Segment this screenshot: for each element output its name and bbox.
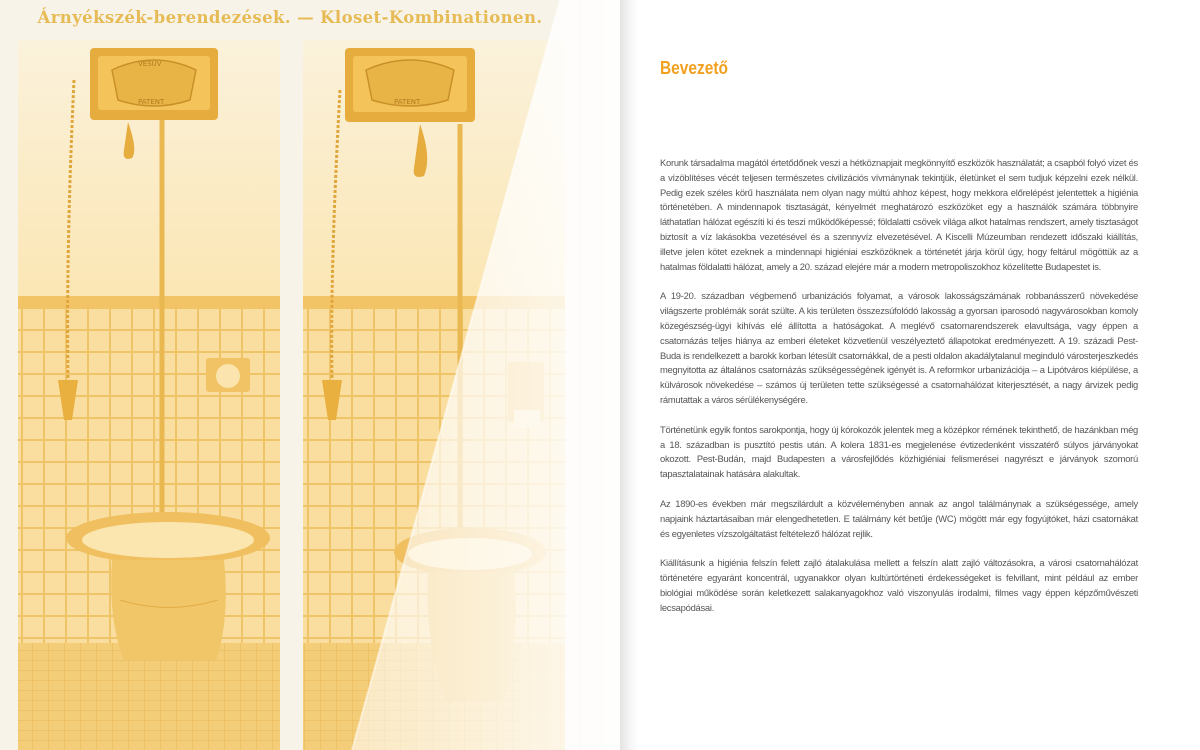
paragraph-1: Korunk társadalma magától értetődőnek veszi a hétköznapjait megkönnyítő eszközök használatát; a csapból folyó vizet és a vízöblítéses vécét teljesen természetes civilizációs vívmánynak tekintjük, életünket el sem tudjuk képzelni ezek nélkül. Pedig ezek széles körű használata nem olyan nagy múltú ahhoz képest, hogy mekkora előrelépést jelentettek a higiénia történetében. A mindennapok tisztaságát, kényelmét meghatározó eszközöket egy a használók számára többnyire láthatatlan hálózat egészíti ki és teszi működőképessé; földalatti csövek világa alkot hatalmas rendszert, amely tisztaságot biztosít a víz lakásokba vezetésével és a szennyvíz elvezetésével. A Kiscelli Múzeumban rendezett időszaki kiállítás, illetve jelen kötet ezeknek a mindennapi higiéniai eszközöknek a történetét járja körül úgy, hogy feltárul mögöttük az a hatalmas földalatti hálózat, amely a 20. század elejére már a modern metropoliszokhoz közelítette Budapestet is. (660, 157, 1138, 272)
paragraph-2: A 19-20. században végbemenő urbanizációs folyamat, a városok lakosságszámának robbanásszerű növekedése világszerte problémák sorát szülte. A kis területen összezsúfolódó lakosság a gyorsan iparosodó nagyvárosokban komoly közegészség-ügyi kihívás elé állította a hatóságokat. A meglévő csatornarendszerek elavultsága, vagy éppen a csatornázás teljes hiánya az emberi életeket közvetlenül veszélyeztető állapotokat eredményezett. A 19. századi Pest-Buda is rendelkezett a barokk korban létesült csatornákkal, de a pesti oldalon akadálytalanul meginduló városterjeszkedés megnyitotta az általános csatornázás szükségességének igényét is. A reformkor urbanizációja – a Lipótváros kiépülése, a külvárosok növekedése – számos új területen tette szükségessé a csatornahálózat kiterjesztését, a nagy árvizek pedig rámutattak a város sérülékenységére. (660, 290, 1138, 405)
svg-text:PATENT: PATENT (138, 98, 165, 106)
svg-text:PATENT: PATENT (394, 98, 421, 106)
paragraph-4: Az 1890-es években már megszilárdult a közvéleményben annak az angol találmánynak a szükségessége, amely napjaink háztartásaiban már elengedhetetlen. E találmány két betűje (WC) mögött már egy fogyújtóket, házi csatornákat és egyenletes vízszolgáltatást feltételező hálózat rejlik. (660, 497, 1138, 539)
left-toilet-paper-holder (206, 358, 250, 392)
section-title: Bevezető (660, 58, 728, 78)
svg-text:VESUV: VESUV (138, 60, 162, 68)
paragraph-5: Kiállításunk a higiénia felszín felett zajló átalakulása mellett a felszín alatt zajló változásokra, a városi csatornahálózat történetére egyaránt koncentrál, ugyanakkor olyan kultúrtörténeti érdekességeket is felvillant, mint például az ember biológiai működése során keletkezett salakanyagokhoz való viszonyulás irodalmi, filmes vagy éppen képzőművészeti lecsapódásai. (660, 557, 1138, 613)
paragraph-3: Történetünk egyik fontos sarokpontja, hogy új kórokozók jelentek meg a középkor rémének tekinthető, de hazánkban még a 18. században is pusztító pestis után. A kolera 1831-es megjelenése évtizedenként visszatérő súlyos járványokat okozott. Pest-Budán, majd Budapesten a városfejlődés közhigiéniai felismerései nagyrészt e járványok szomorú tapasztalatainak hatására alakultak. (660, 423, 1138, 480)
text-page (638, 0, 1200, 750)
page-gutter (620, 0, 638, 750)
body-text (660, 156, 1138, 631)
catalog-header: Árnyékszék-berendezések. — Kloset-Kombinationen. (37, 8, 543, 27)
